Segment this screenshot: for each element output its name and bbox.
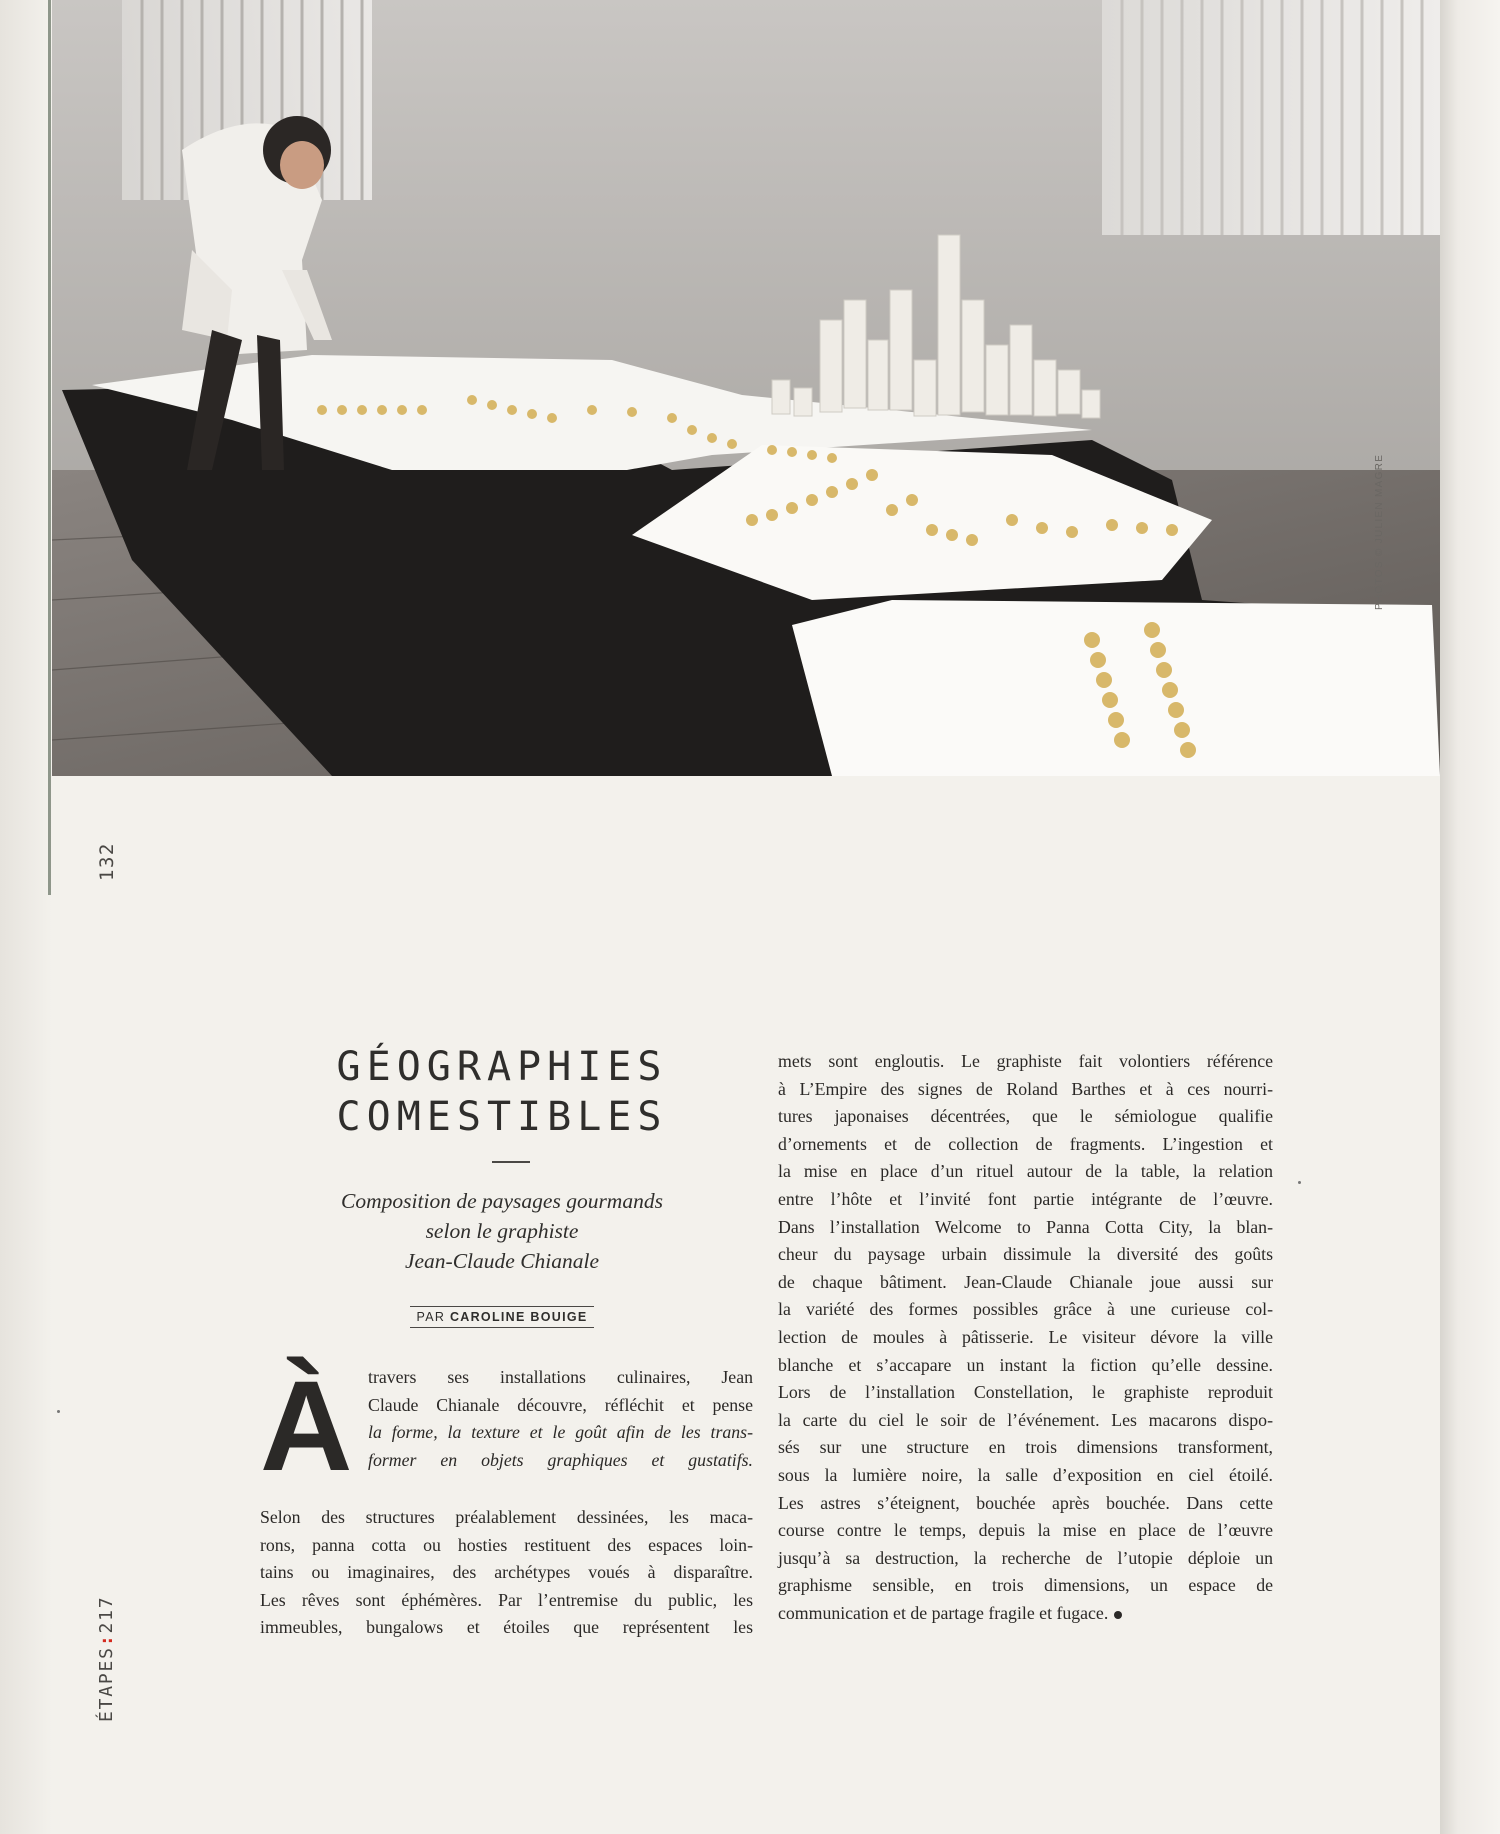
article-title-line-2: COMESTIBLES bbox=[336, 1094, 668, 1140]
body-line: entre l’hôte et l’invité font partie intégrante de l’œuvre. bbox=[778, 1188, 1273, 1209]
page-gutter bbox=[1440, 0, 1500, 1834]
page-left-edge bbox=[0, 0, 52, 1834]
article-title-line-1: GÉOGRAPHIES bbox=[336, 1044, 668, 1090]
scan-speck bbox=[57, 1410, 60, 1413]
issue-number: 217 bbox=[96, 1595, 117, 1634]
binding-line bbox=[48, 0, 51, 895]
subtitle-line-3: Jean-Claude Chianale bbox=[404, 1249, 600, 1273]
body-line: former en objets graphiques et gustatifs. bbox=[368, 1449, 753, 1470]
end-bullet-icon bbox=[1114, 1611, 1122, 1619]
body-line: mets sont engloutis. Le graphiste fait volontiers référence bbox=[778, 1051, 1273, 1071]
subtitle-line-1: Composition de paysages gourmands bbox=[341, 1189, 663, 1213]
photo-exhibition-icon bbox=[52, 0, 1440, 776]
body-line: la mise en place d’un rituel autour de la table, la relation bbox=[778, 1161, 1273, 1182]
byline bbox=[262, 1306, 742, 1328]
byline-prefix: PAR bbox=[416, 1310, 446, 1324]
body-line: Dans l’installation Welcome to Panna Cotta City, la blan- bbox=[778, 1216, 1273, 1237]
body-line: travers ses installations culinaires, Jean bbox=[368, 1367, 753, 1387]
body-line: la forme, la texture et le goût afin de les trans- bbox=[368, 1422, 753, 1443]
body-line: blanche et s’accapare un instant la fiction qu’elle dessine. bbox=[778, 1354, 1273, 1375]
body-column-2 bbox=[778, 1048, 1273, 1627]
body-line: jusqu’à sa destruction, la recherche de l’utopie déploie un bbox=[778, 1547, 1273, 1568]
magazine-separator: : bbox=[96, 1633, 117, 1647]
body-line: d’ornements et de collection de fragments. L’ingestion et bbox=[778, 1133, 1273, 1154]
body-line: tains ou imaginaires, des archétypes voués à disparaître. bbox=[260, 1562, 753, 1583]
body-line: Les rêves sont éphémères. Par l’entremise du public, les bbox=[260, 1589, 753, 1610]
page-folio: 132 bbox=[96, 842, 118, 881]
body-column-1 bbox=[260, 1355, 753, 1642]
body-line: la carte du ciel le soir de l’événement. Les macarons dispo- bbox=[778, 1409, 1273, 1430]
subtitle-line-2: selon le graphiste bbox=[425, 1219, 579, 1243]
body-line: sés sur une structure en trois dimensions transforment, bbox=[778, 1437, 1273, 1458]
body-line-last-text: communication et de partage fragile et fugace. bbox=[778, 1602, 1109, 1623]
author-name: CAROLINE BOUIGE bbox=[449, 1310, 588, 1324]
drop-cap: À bbox=[260, 1355, 353, 1498]
byline-box bbox=[410, 1306, 593, 1328]
scan-speck bbox=[1298, 1181, 1301, 1184]
body-line: Selon des structures préalablement dessinées, les maca- bbox=[260, 1507, 753, 1527]
body-line: graphisme sensible, en trois dimensions, un espace de bbox=[778, 1575, 1273, 1596]
body-line: Claude Chianale découvre, réfléchit et pense bbox=[368, 1394, 753, 1415]
body-line: sous la lumière noire, la salle d’exposition en ciel étoilé. bbox=[778, 1464, 1273, 1485]
body-line: Les astres s’éteignent, bouchée après bouchée. Dans cette bbox=[778, 1492, 1273, 1513]
title-divider bbox=[492, 1161, 530, 1163]
body-line: lection de moules à pâtisserie. Le visiteur dévore la ville bbox=[778, 1326, 1273, 1347]
body-line: à L’Empire des signes de Roland Barthes et à ces nourri- bbox=[778, 1078, 1273, 1099]
body-line: la variété des formes possibles grâce à une curieuse col- bbox=[778, 1299, 1273, 1320]
drop-cap-space bbox=[260, 1355, 368, 1504]
body-line: tures japonaises décentrées, que le sémiologue qualifie bbox=[778, 1106, 1273, 1127]
body-line: de chaque bâtiment. Jean-Claude Chianale joue aussi sur bbox=[778, 1271, 1273, 1292]
magazine-name: ÉTAPES bbox=[96, 1646, 117, 1722]
body-line: cheur du paysage urbain dissimule la diversité des goûts bbox=[778, 1244, 1273, 1265]
photo-credit: PHOTOS © JULIEN MAGRE bbox=[1374, 453, 1385, 610]
body-line: course contre le temps, depuis la mise en place de l’œuvre bbox=[778, 1520, 1273, 1541]
article-title bbox=[262, 1042, 742, 1142]
magazine-issue bbox=[96, 1596, 117, 1722]
body-line-last bbox=[778, 1600, 1273, 1628]
body-line: immeubles, bungalows et étoiles que représentent les bbox=[260, 1617, 753, 1638]
article-subtitle bbox=[282, 1186, 722, 1276]
exhibition-photo bbox=[52, 0, 1440, 776]
body-line: rons, panna cotta ou hosties restituent des espaces loin- bbox=[260, 1534, 753, 1555]
body-line: Lors de l’installation Constellation, le graphiste reproduit bbox=[778, 1382, 1273, 1403]
